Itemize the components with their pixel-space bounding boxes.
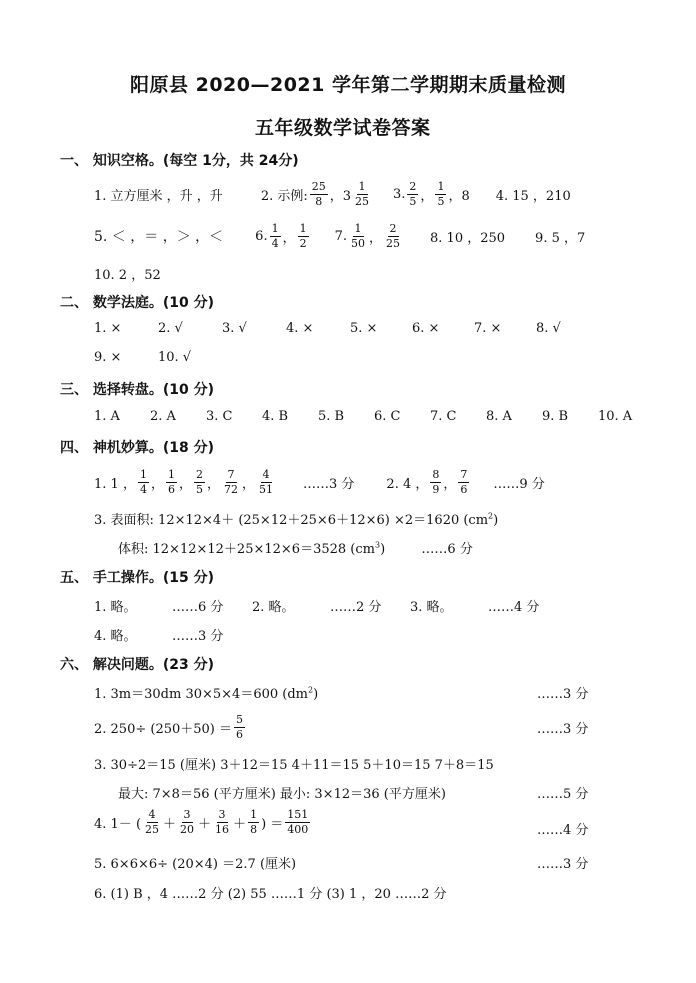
section-4-heading: 四、 神机妙算。(18 分) [60, 440, 215, 456]
title-main: 阳原县 2020—2021 学年第二学期期末质量检测 [130, 74, 566, 96]
fraction: $\frac{7}{72}$ [224, 467, 238, 496]
s4-line-3: 3. 表面积: 12×12×4＋ (25×12＋25×6＋12×6) ×2＝1620 $(cm^2)$ [94, 511, 499, 528]
s1-q8: 8. 10 ，250 [430, 230, 506, 246]
s2-answer-4: 4. × [286, 321, 314, 336]
fraction: $\frac{4}{25}$ [145, 807, 160, 836]
s6-q5-score: ……3 分 [537, 857, 589, 872]
s6-q4-score: ……4 分 [537, 823, 589, 838]
s1-q1: 1. 立方厘米 ，升 ，升 [94, 188, 223, 204]
s1-q2-label: 2. 示例: [260, 188, 308, 204]
s1-q6-label: 6. [255, 228, 268, 244]
s4-line-4: 体积: 12×12×12＋25×12×6＝3528 $(cm^3)$ ……6 分 [118, 540, 473, 557]
s5-score-2: ……2 分 [330, 600, 382, 615]
fraction: $\frac{1}{6}$ [167, 467, 175, 496]
fraction: $\frac{1}{50}$ [351, 221, 365, 250]
s5-answer-3: 3. 略。 [410, 600, 453, 615]
s1-q7-label: 7. [334, 228, 347, 244]
s6-q2: 2. 250÷ (250＋50) ＝ $\frac{5}{6}$ [94, 712, 244, 741]
s6-q6: 6. (1) B ，4 ……2 分 (2) 55 ……1 分 (3) 1 ，20 ……2 分 [94, 887, 447, 902]
s5-score-1: ……6 分 [172, 600, 224, 615]
s3-answer: 3. C [206, 409, 233, 424]
s4-score-3: ……6 分 [421, 542, 473, 557]
fraction: $\frac{1}{8}$ [250, 807, 258, 836]
fraction: $\frac{1}{2}$ [299, 221, 307, 250]
fraction: $\frac{2}{5}$ [195, 467, 203, 496]
s6-q1: 1. 3m＝30dm 30×5×4＝600 $(dm^2)$ [94, 685, 319, 702]
s5-answer-1: 1. 略。 [94, 600, 137, 615]
s1-q10: 10. 2 ，52 [94, 268, 161, 283]
fraction: $\frac{4}{51}$ [259, 467, 274, 496]
s1-q3-end: ，8 [448, 188, 470, 204]
section-5-heading: 五、 手工操作。(15 分) [60, 570, 215, 586]
s1-q4: 4. 15 ，210 [495, 188, 571, 204]
s3-answer: 2. A [150, 409, 176, 424]
s3-answer: 5. B [318, 409, 345, 424]
s6-q1-score: ……3 分 [537, 687, 589, 702]
title-sub: 五年级数学试卷答案 [255, 117, 431, 139]
s1-q3-label: 3. [393, 186, 406, 202]
s2-answer-10: 10. √ [158, 350, 192, 365]
s1-line-1: 1. 立方厘米 ，升 ，升 2. 示例: $\frac{25}{8}$ ，3 $\frac{1}{25}$ 3. $\frac{2}{5}$ ， $\frac{1}{5}$ ，8 4. 15 ，210 [94, 179, 571, 208]
s6-q3-score: ……5 分 [537, 787, 589, 802]
fraction: $\frac{1}{5}$ [437, 179, 445, 208]
s4-score-1: ……3 分 [303, 476, 355, 492]
fraction: $\frac{2}{25}$ [386, 221, 401, 250]
section-3-heading: 三、 选择转盘。(10 分) [60, 382, 215, 398]
fraction: $\frac{1}{25}$ [355, 179, 370, 208]
s3-answer: 6. C [374, 409, 401, 424]
s5-answer-4: 4. 略。 [94, 629, 137, 644]
fraction: $\frac{7}{6}$ [460, 467, 468, 496]
fraction: $\frac{3}{16}$ [215, 807, 230, 836]
s6-q5: 5. 6×6×6÷ (20×4) ＝2.7 (厘米) [94, 857, 297, 872]
s2-answer-3: 3. √ [222, 321, 247, 336]
s2-answer-9: 9. × [94, 350, 122, 365]
s4-score-2: ……9 分 [493, 476, 545, 492]
s3-answer: 8. A [486, 409, 512, 424]
s2-answer-7: 7. × [474, 321, 502, 336]
s1-line-2: 5. ＜ ，＝ ，＞ ，＜ 6. $\frac{1}{4}$ ， $\frac{1}{2}$ 7. $\frac{1}{50}$ ， $\frac{2}{25}$ 8. 10 ，250 9. 5 ，7 [94, 221, 586, 250]
s3-answer: 10. A [598, 409, 633, 424]
s3-answer: 9. B [542, 409, 569, 424]
s5-score-4: ……3 分 [172, 629, 224, 644]
fraction: $\frac{25}{8}$ [311, 179, 326, 208]
s2-answer-5: 5. × [350, 321, 378, 336]
section-6-heading: 六、 解决问题。(23 分) [60, 657, 215, 673]
fraction: $\frac{1}{4}$ [271, 221, 279, 250]
fraction: $\frac{2}{5}$ [409, 179, 417, 208]
s2-answer-8: 8. √ [536, 321, 561, 336]
s4-line-1: 1. 1 ， $\frac{1}{4}$ ， $\frac{1}{6}$ ， $\frac{2}{5}$ ， $\frac{7}{72}$ ， $\frac{4}{51}$ ……3 分 2. 4 ， $\frac{8}{9}$ ， $\frac{7}{6}$ ……9 分 [94, 467, 545, 496]
s6-q2-score: ……3 分 [537, 722, 589, 737]
s6-q3-extra: 最大: 7×8＝56 (平方厘米) 最小: 3×12＝36 (平方厘米) [118, 787, 446, 802]
s1-q5: 5. ＜ ，＝ ，＞ ，＜ [94, 229, 224, 245]
s6-q4: 4. 1－ ( $\frac{4}{25}$ ＋ $\frac{3}{20}$ ＋ $\frac{3}{16}$ ＋ $\frac{1}{8}$ ) ＝ $\frac{151}{400}$ [94, 807, 309, 836]
s4-q1-label: 1. 1 ， [94, 476, 136, 492]
fraction: $\frac{3}{20}$ [180, 807, 195, 836]
s5-answer-2: 2. 略。 [252, 600, 295, 615]
fraction: $\frac{8}{9}$ [432, 467, 440, 496]
s6-q3: 3. 30÷2＝15 (厘米) 3＋12＝15 4＋11＝15 5＋10＝15 7＋8＝15 [94, 758, 494, 773]
s3-answer: 4. B [262, 409, 289, 424]
s5-score-3: ……4 分 [488, 600, 540, 615]
s2-answer-1: 1. × [94, 321, 122, 336]
section-1-heading: 一、 知识空格。(每空 1分，共 24分) [60, 153, 299, 169]
s2-answer-6: 6. × [412, 321, 440, 336]
s4-q2-label: 2. 4 ， [386, 476, 429, 492]
fraction: $\frac{5}{6}$ [236, 712, 244, 741]
s3-answer: 1. A [94, 409, 120, 424]
fraction: $\frac{151}{400}$ [287, 807, 309, 836]
s1-q2-sep: ，3 [329, 188, 352, 204]
s3-answer: 7. C [430, 409, 457, 424]
s2-answer-2: 2. √ [158, 321, 183, 336]
fraction: $\frac{1}{4}$ [139, 467, 147, 496]
section-2-heading: 二、 数学法庭。(10 分) [60, 295, 215, 311]
s1-q9: 9. 5 ，7 [535, 230, 586, 246]
